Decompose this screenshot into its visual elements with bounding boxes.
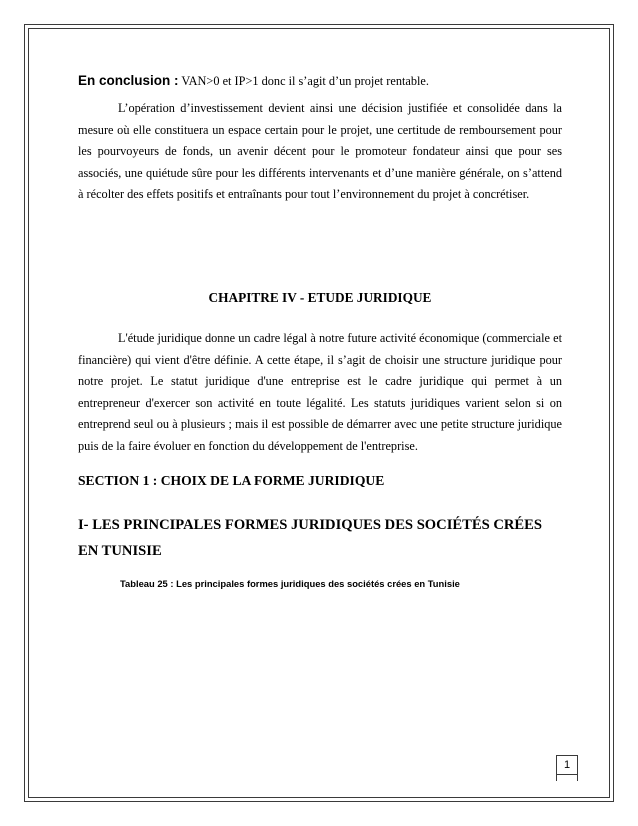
subheading: I- LES PRINCIPALES FORMES JURIDIQUES DES SOCIÉTÉS CRÉES EN TUNISIE	[78, 517, 543, 559]
table-caption: Tableau 25 : Les principales formes juridiques des sociétés crées en Tunisie	[120, 578, 460, 589]
section-title: SECTION 1 : CHOIX DE LA FORME JURIDIQUE	[78, 473, 385, 488]
conclusion-text: VAN>0 et IP>1 donc il s’agit d’un projet rentable.	[178, 74, 429, 88]
page-content	[78, 70, 562, 589]
conclusion-line	[78, 70, 562, 92]
body-paragraph-2: L'étude juridique donne un cadre légal à notre future activité économique (commerciale et financière) qui vient d'être définie. A cette étape, il s’agit de choisir une structure juridique pour notre projet. Le statut juridique d'une entreprise est le cadre juridique qui permet à un entrepreneur d'exercer son activité en toute légalité. Les statuts juridiques varient selon si on entreprend seul ou à plusieurs ; mais il est possible de démarrer avec une petite structure juridique puis de la faire évoluer en fonction du développement de l'entreprise.	[78, 331, 562, 453]
conclusion-lead: En conclusion :	[78, 73, 179, 88]
page-number: 1	[556, 755, 578, 775]
body-paragraph-1: L’opération d’investissement devient ainsi une décision justifiée et consolidée dans la mesure où elle constituera un espace certain pour le projet, une certitude de remboursement pour les pourvoyeurs de fonds, un avenir décent pour le promoteur fondateur ainsi que pour ses associés, une quiétude sûre pour les différents intervenants et d’une manière générale, on s’attend à récolter des effets positifs et entraînants pour tout l’environnement du projet à concrétiser.	[78, 101, 562, 202]
page-number-tab	[556, 775, 578, 781]
chapter-title: CHAPITRE IV - ETUDE JURIDIQUE	[208, 290, 432, 305]
